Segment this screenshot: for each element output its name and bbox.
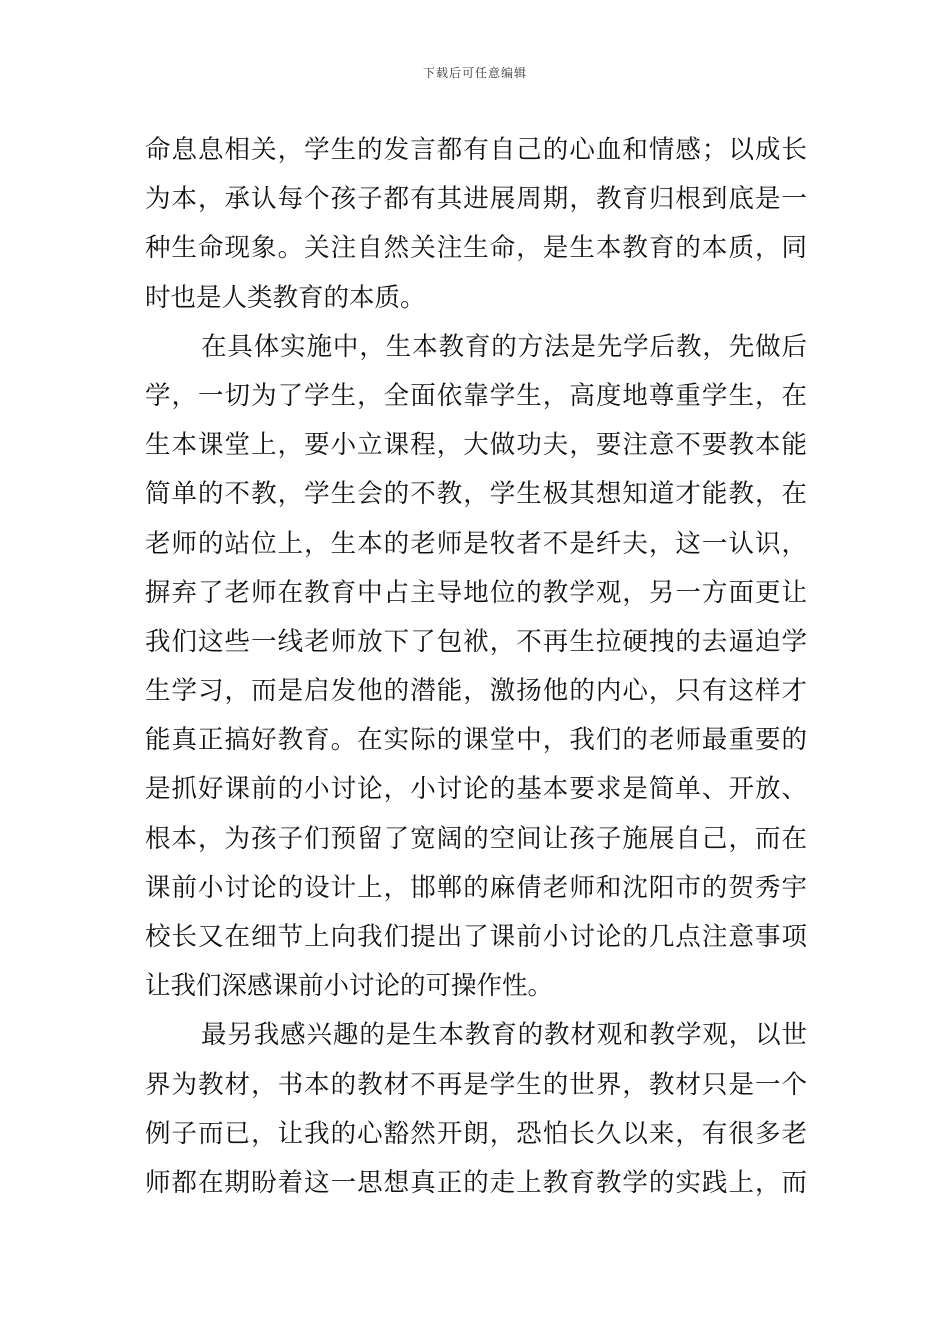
text-line: 课前小讨论的设计上，邯郸的麻倩老师和沈阳市的贺秀宇 bbox=[145, 872, 807, 903]
text-line: 摒弃了老师在教育中占主导地位的教学观，另一方面更让 bbox=[145, 577, 807, 608]
paragraph bbox=[145, 323, 807, 1012]
text-line: 种生命现象。关注自然关注生命，是生本教育的本质，同 bbox=[145, 233, 807, 264]
text-line: 命息息相关，学生的发言都有自己的心血和情感；以成长 bbox=[145, 135, 807, 165]
document-body bbox=[145, 126, 807, 1208]
text-line: 最另我感兴趣的是生本教育的教材观和教学观，以世 bbox=[201, 1020, 807, 1051]
text-line: 界为教材，书本的教材不再是学生的世界，教材只是一个 bbox=[145, 1069, 807, 1100]
text-line: 在具体实施中，生本教育的方法是先学后教，先做后 bbox=[201, 331, 807, 362]
text-line: 是抓好课前的小讨论，小讨论的基本要求是简单、开放、 bbox=[145, 774, 807, 805]
text-line: 例子而已，让我的心豁然开朗，恐怕长久以来，有很多老 bbox=[145, 1118, 807, 1149]
text-line: 生本课堂上，要小立课程，大做功夫，要注意不要教本能 bbox=[145, 430, 807, 461]
text-line: 校长又在细节上向我们提出了课前小讨论的几点注意事项 bbox=[145, 922, 807, 952]
text-line: 根本，为孩子们预留了宽阔的空间让孩子施展自己，而在 bbox=[145, 823, 807, 854]
text-line: 为本，承认每个孩子都有其进展周期，教育归根到底是一 bbox=[145, 184, 807, 215]
page-header: 下载后可任意编辑 bbox=[422, 66, 527, 80]
text-line: 生学习，而是启发他的潜能，激扬他的内心，只有这样才 bbox=[145, 676, 807, 707]
paragraph bbox=[145, 1011, 807, 1208]
text-line: 师都在期盼着这一思想真正的走上教育教学的实践上，而 bbox=[145, 1167, 807, 1198]
text-line: 让我们深感课前小讨论的可操作性。 bbox=[145, 971, 554, 1002]
text-line: 简单的不教，学生会的不教，学生极其想知道才能教，在 bbox=[145, 479, 807, 510]
text-line: 我们这些一线老师放下了包袱，不再生拉硬拽的去逼迫学 bbox=[145, 626, 807, 657]
text-line: 能真正搞好教育。在实际的课堂中，我们的老师最重要的 bbox=[145, 725, 807, 756]
text-line: 学，一切为了学生，全面依靠学生，高度地尊重学生，在 bbox=[145, 380, 807, 411]
text-line: 时也是人类教育的本质。 bbox=[145, 282, 426, 313]
paragraph bbox=[145, 126, 807, 323]
text-line: 老师的站位上，生本的老师是牧者不是纤夫，这一认识， bbox=[145, 528, 807, 559]
